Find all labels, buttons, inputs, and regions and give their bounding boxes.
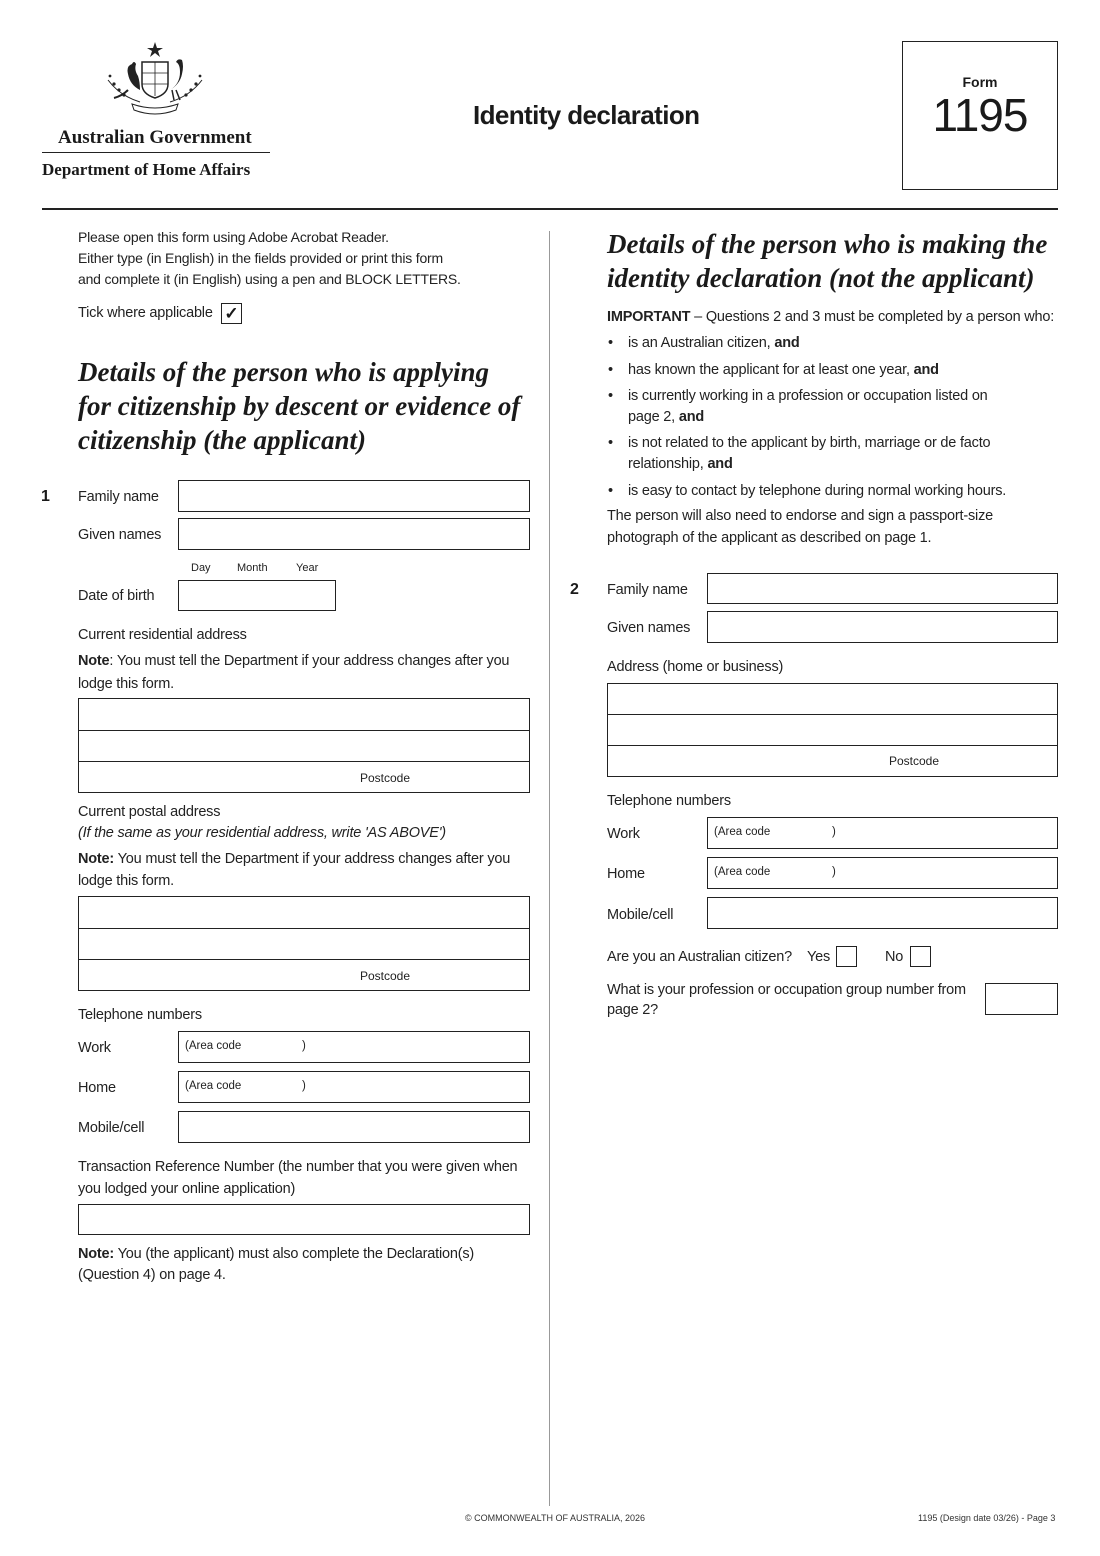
bullet-text: is not related to the applicant by birth, marriage or de facto [628, 435, 991, 451]
applicant-family-name-label: Family name [78, 489, 159, 505]
note-text: You (the applicant) must also complete the Declaration(s) [114, 1246, 475, 1262]
and-bold: and [913, 362, 939, 378]
note-text: You must tell the Department if your address changes after you [114, 851, 511, 867]
note-bold: Note: [78, 851, 115, 867]
page-info: 1195 (Design date 03/26) - Page 3 [918, 1513, 1056, 1523]
form-number: 1195 [932, 89, 1028, 141]
question-number-1: 1 [41, 488, 50, 505]
date-of-birth-field[interactable] [178, 580, 336, 611]
declarer-given-names-label: Given names [607, 620, 691, 636]
department-name: Department of Home Affairs [42, 160, 251, 179]
trn-label-line-2: you lodged your online application) [78, 1181, 296, 1197]
address-row-divider [79, 761, 529, 762]
residential-address-label: Current residential address [78, 627, 247, 643]
postal-address-field[interactable] [78, 896, 530, 991]
address-row-divider [608, 714, 1057, 715]
declarer-address-field[interactable] [607, 683, 1058, 777]
intro-line-1: Please open this form using Adobe Acrobat Reader. [78, 229, 389, 245]
declarer-heading-line-2: identity declaration (not the applicant) [607, 263, 1035, 293]
coat-of-arms-logo [100, 40, 210, 120]
occupation-question-line-1: What is your profession or occupation group number from [607, 982, 966, 998]
transaction-reference-field[interactable] [78, 1204, 530, 1235]
dob-month-label: Month [237, 562, 268, 574]
requirement-bullet-1 [628, 333, 800, 354]
note-text: : You must tell the Department if your address changes after you [109, 653, 510, 669]
requirement-bullet-2 [628, 360, 939, 381]
applicant-work-label: Work [78, 1040, 111, 1056]
declarer-family-name-label: Family name [607, 582, 688, 598]
declarer-mobile-field[interactable] [707, 897, 1058, 929]
trn-label-line-1: Transaction Reference Number (the number that you were given when [78, 1159, 518, 1175]
and-bold: and [774, 335, 800, 351]
declarer-given-names-field[interactable] [707, 611, 1058, 643]
dob-day-label: Day [191, 562, 211, 574]
applicant-mobile-label: Mobile/cell [78, 1120, 145, 1136]
declarer-work-label: Work [607, 826, 640, 842]
date-of-birth-label: Date of birth [78, 588, 155, 604]
applicant-mobile-field[interactable] [178, 1111, 530, 1143]
tick-example-checkbox [221, 303, 242, 324]
important-text: – Questions 2 and 3 must be completed by a person who: [690, 309, 1055, 325]
citizen-yes-label: Yes [807, 949, 831, 965]
area-code-paren: ) [832, 826, 836, 838]
applicant-family-name-field[interactable] [178, 480, 530, 512]
applicant-given-names-field[interactable] [178, 518, 530, 550]
copyright-notice: © COMMONWEALTH OF AUSTRALIA, 2026 [465, 1513, 645, 1523]
final-note [78, 1246, 474, 1262]
declarer-address-label: Address (home or business) [607, 659, 784, 675]
applicant-given-names-label: Given names [78, 527, 162, 543]
applicant-phone-heading: Telephone numbers [78, 1007, 202, 1023]
declarer-heading-line-1: Details of the person who is making the [607, 229, 1048, 259]
area-code-label: (Area code [714, 866, 771, 878]
endorse-line-1: The person will also need to endorse and sign a passport-size [607, 508, 993, 524]
residential-note-line-2: lodge this form. [78, 676, 174, 692]
checkmark-icon: ✓ [224, 304, 239, 323]
declarer-phone-heading: Telephone numbers [607, 793, 731, 809]
column-divider [549, 231, 550, 1506]
requirement-bullet-4 [628, 433, 990, 475]
applicant-home-phone-field[interactable] [178, 1071, 530, 1103]
address-row-divider [79, 959, 529, 960]
endorse-line-2: photograph of the applicant as described on page 1. [607, 530, 932, 546]
tick-instruction: Tick where applicable [78, 305, 213, 321]
form-number-box [902, 41, 1058, 190]
form-label: Form [962, 74, 998, 90]
logo-divider [42, 152, 270, 153]
citizen-no-label: No [885, 949, 904, 965]
applicant-heading-line-1: Details of the person who is applying [78, 357, 490, 387]
area-code-label: (Area code [714, 826, 771, 838]
requirement-bullet-5 [628, 481, 1006, 502]
and-bold: and [678, 409, 705, 425]
citizen-no-checkbox[interactable] [910, 946, 931, 967]
applicant-heading-line-3: citizenship (the applicant) [78, 425, 367, 455]
citizen-yes-checkbox[interactable] [836, 946, 857, 967]
residential-note [78, 653, 509, 669]
postal-address-hint: (If the same as your residential address, write 'AS ABOVE') [78, 825, 446, 841]
intro-line-3: and complete it (in English) using a pen and BLOCK LETTERS. [78, 271, 461, 287]
address-row-divider [79, 928, 529, 929]
occupation-question-line-2: page 2? [607, 1002, 659, 1018]
postal-note-line-2: lodge this form. [78, 873, 174, 889]
area-code-paren: ) [302, 1040, 306, 1052]
area-code-paren: ) [832, 866, 836, 878]
occupation-group-number-field[interactable] [985, 983, 1058, 1015]
important-bold: IMPORTANT [607, 309, 691, 325]
intro-line-2: Either type (in English) in the fields provided or print this form [78, 250, 443, 266]
bullet-text: has known the applicant for at least one year, [628, 362, 910, 378]
bullet-text: is an Australian citizen, [628, 335, 771, 351]
declarer-mobile-label: Mobile/cell [607, 907, 674, 923]
postcode-label: Postcode [360, 969, 411, 983]
declarer-family-name-field[interactable] [707, 573, 1058, 604]
bullet-text: page 2, [628, 409, 675, 425]
applicant-home-label: Home [78, 1080, 116, 1096]
declarer-work-phone-field[interactable] [707, 817, 1058, 849]
residential-address-field[interactable] [78, 698, 530, 793]
postcode-label: Postcode [360, 771, 411, 785]
declarer-home-phone-field[interactable] [707, 857, 1058, 889]
header-rule [42, 208, 1058, 210]
address-row-divider [608, 745, 1057, 746]
final-note-line-2: (Question 4) on page 4. [78, 1267, 226, 1283]
question-number-2: 2 [570, 581, 579, 598]
note-bold: Note: [78, 1246, 115, 1262]
and-bold: and [707, 456, 733, 472]
page-title: Identity declaration [473, 100, 700, 130]
applicant-work-phone-field[interactable] [178, 1031, 530, 1063]
address-row-divider [79, 730, 529, 731]
postal-address-label: Current postal address [78, 804, 221, 820]
dob-year-label: Year [296, 562, 319, 574]
bullet-text: is currently working in a profession or occupation listed on [628, 388, 988, 404]
area-code-paren: ) [302, 1080, 306, 1092]
declarer-home-label: Home [607, 866, 645, 882]
note-bold: Note [78, 653, 110, 669]
important-notice [607, 309, 1054, 325]
bullet-text: relationship, [628, 456, 704, 472]
applicant-heading-line-2: for citizenship by descent or evidence of [78, 391, 521, 421]
area-code-label: (Area code [185, 1040, 242, 1052]
requirement-bullet-3 [628, 386, 988, 428]
bullet-text: is easy to contact by telephone during normal working hours. [628, 483, 1007, 499]
postal-note [78, 851, 510, 867]
citizen-question: Are you an Australian citizen? [607, 949, 793, 965]
postcode-label: Postcode [889, 754, 940, 768]
government-name: Australian Government [58, 127, 252, 148]
area-code-label: (Area code [185, 1080, 242, 1092]
